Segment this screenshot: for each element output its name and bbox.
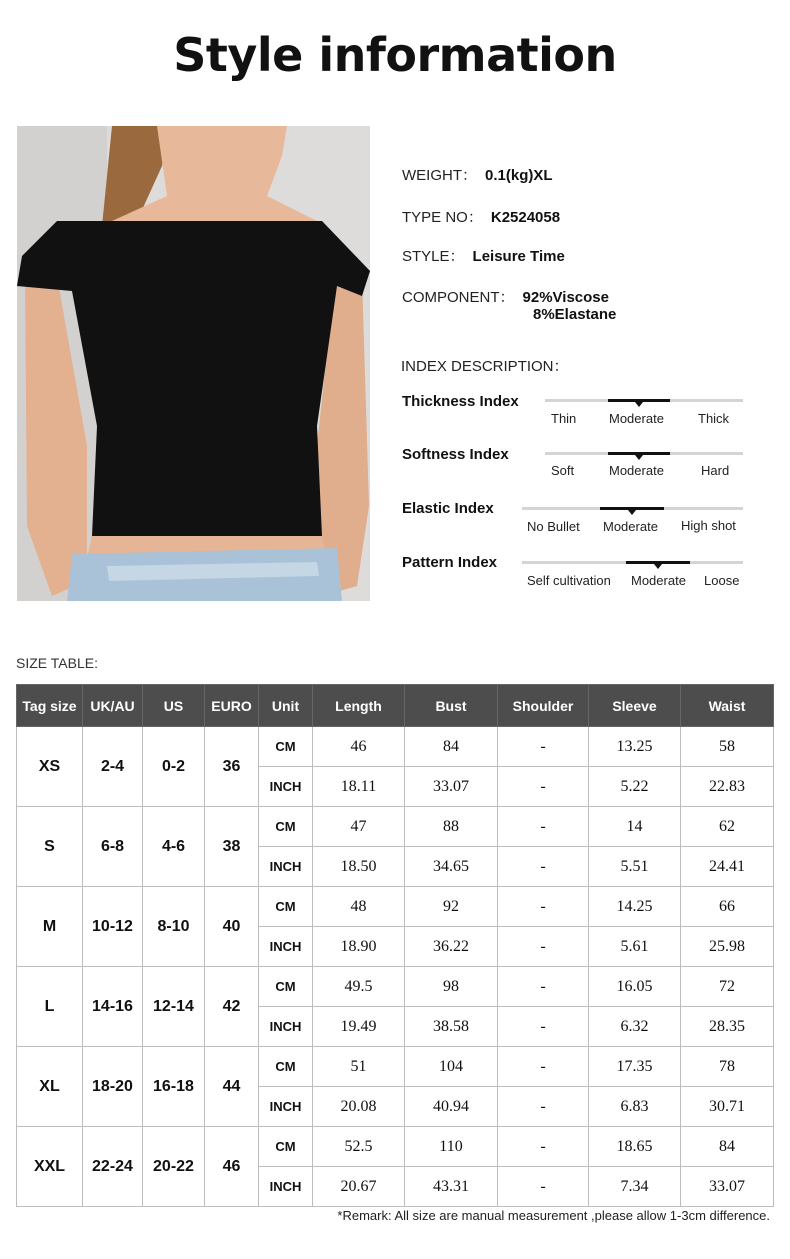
shoulder-cell: - xyxy=(498,1007,589,1047)
unit-cell: CM xyxy=(259,1127,313,1167)
unit-cell: CM xyxy=(259,727,313,767)
waist-cell: 28.35 xyxy=(681,1007,774,1047)
shoulder-cell: - xyxy=(498,767,589,807)
waist-cell: 58 xyxy=(681,727,774,767)
component-label: COMPONENT： xyxy=(402,289,515,306)
thickness-option-thick: Thick xyxy=(698,411,730,426)
length-cell: 47 xyxy=(313,807,405,847)
softness-index-label: Softness Index xyxy=(402,446,509,463)
waist-cell: 78 xyxy=(681,1047,774,1087)
elastic-index-label: Elastic Index xyxy=(402,500,494,517)
bust-cell: 84 xyxy=(405,727,498,767)
waist-cell: 25.98 xyxy=(681,927,774,967)
us-cell: 16-18 xyxy=(143,1047,205,1127)
length-cell: 51 xyxy=(313,1047,405,1087)
length-cell: 20.67 xyxy=(313,1167,405,1207)
style-label: STYLE： xyxy=(402,248,465,265)
sleeve-cell: 17.35 xyxy=(589,1047,681,1087)
shoulder-cell: - xyxy=(498,1047,589,1087)
thickness-index-marker-icon xyxy=(635,402,643,407)
softness-index-marker-icon xyxy=(635,455,643,460)
pattern-option-loose: Loose xyxy=(704,573,740,588)
pattern-index-marker-icon xyxy=(654,564,662,569)
sleeve-cell: 5.51 xyxy=(589,847,681,887)
header-euro: EURO xyxy=(205,685,259,727)
uk-au-cell: 14-16 xyxy=(83,967,143,1047)
bust-cell: 34.65 xyxy=(405,847,498,887)
thickness-option-thin: Thin xyxy=(551,411,577,426)
header-sleeve: Sleeve xyxy=(589,685,681,727)
unit-cell: INCH xyxy=(259,1167,313,1207)
softness-option-soft: Soft xyxy=(551,463,575,478)
sleeve-cell: 6.32 xyxy=(589,1007,681,1047)
header-waist: Waist xyxy=(681,685,774,727)
shoulder-cell: - xyxy=(498,1167,589,1207)
sleeve-cell: 7.34 xyxy=(589,1167,681,1207)
length-cell: 46 xyxy=(313,727,405,767)
bust-cell: 36.22 xyxy=(405,927,498,967)
elastic-option-moderate: Moderate xyxy=(603,519,658,534)
us-cell: 20-22 xyxy=(143,1127,205,1207)
unit-cell: INCH xyxy=(259,847,313,887)
shoulder-cell: - xyxy=(498,887,589,927)
component-value-2: 8%Elastane xyxy=(533,306,617,323)
elastic-index-marker-icon xyxy=(628,510,636,515)
length-cell: 20.08 xyxy=(313,1087,405,1127)
sleeve-cell: 5.61 xyxy=(589,927,681,967)
unit-cell: CM xyxy=(259,807,313,847)
component-value-1: 92%Viscose xyxy=(522,289,609,306)
length-cell: 18.11 xyxy=(313,767,405,807)
component-row xyxy=(402,286,609,307)
table-row xyxy=(17,727,774,767)
sleeve-cell: 6.83 xyxy=(589,1087,681,1127)
weight-label: WEIGHT： xyxy=(402,167,477,184)
table-row xyxy=(17,1047,774,1087)
bust-cell: 104 xyxy=(405,1047,498,1087)
uk-au-cell: 6-8 xyxy=(83,807,143,887)
index-description-label: INDEX DESCRIPTION： xyxy=(401,358,569,375)
bust-cell: 43.31 xyxy=(405,1167,498,1207)
shoulder-cell: - xyxy=(498,847,589,887)
remark-note: *Remark: All size are manual measurement ,please allow 1-3cm difference. xyxy=(337,1208,770,1223)
elastic-option-high-shot: High shot xyxy=(681,518,736,533)
shoulder-cell: - xyxy=(498,927,589,967)
pattern-option-moderate: Moderate xyxy=(631,573,686,588)
shoulder-cell: - xyxy=(498,807,589,847)
table-row xyxy=(17,967,774,1007)
size-table xyxy=(16,684,774,1207)
header-us: US xyxy=(143,685,205,727)
length-cell: 19.49 xyxy=(313,1007,405,1047)
unit-cell: INCH xyxy=(259,927,313,967)
header-unit: Unit xyxy=(259,685,313,727)
header-tag-size: Tag size xyxy=(17,685,83,727)
bust-cell: 33.07 xyxy=(405,767,498,807)
us-cell: 4-6 xyxy=(143,807,205,887)
shoulder-cell: - xyxy=(498,1127,589,1167)
euro-cell: 36 xyxy=(205,727,259,807)
bust-cell: 40.94 xyxy=(405,1087,498,1127)
bust-cell: 88 xyxy=(405,807,498,847)
header-bust: Bust xyxy=(405,685,498,727)
waist-cell: 84 xyxy=(681,1127,774,1167)
sleeve-cell: 14.25 xyxy=(589,887,681,927)
softness-option-hard: Hard xyxy=(701,463,730,478)
euro-cell: 46 xyxy=(205,1127,259,1207)
shoulder-cell: - xyxy=(498,967,589,1007)
uk-au-cell: 22-24 xyxy=(83,1127,143,1207)
euro-cell: 40 xyxy=(205,887,259,967)
style-value: Leisure Time xyxy=(472,248,565,265)
length-cell: 18.90 xyxy=(313,927,405,967)
unit-cell: CM xyxy=(259,887,313,927)
tag-size-cell: M xyxy=(17,887,83,967)
tag-size-cell: L xyxy=(17,967,83,1047)
type-no-row xyxy=(402,206,560,227)
us-cell: 8-10 xyxy=(143,887,205,967)
unit-cell: INCH xyxy=(259,767,313,807)
sleeve-cell: 14 xyxy=(589,807,681,847)
unit-cell: INCH xyxy=(259,1007,313,1047)
length-cell: 18.50 xyxy=(313,847,405,887)
size-table-header xyxy=(17,685,774,727)
tag-size-cell: XL xyxy=(17,1047,83,1127)
waist-cell: 30.71 xyxy=(681,1087,774,1127)
tag-size-cell: S xyxy=(17,807,83,887)
euro-cell: 42 xyxy=(205,967,259,1047)
unit-cell: INCH xyxy=(259,1087,313,1127)
waist-cell: 62 xyxy=(681,807,774,847)
product-photo xyxy=(17,126,370,601)
euro-cell: 44 xyxy=(205,1047,259,1127)
unit-cell: CM xyxy=(259,1047,313,1087)
bust-cell: 110 xyxy=(405,1127,498,1167)
length-cell: 52.5 xyxy=(313,1127,405,1167)
sleeve-cell: 16.05 xyxy=(589,967,681,1007)
thickness-option-moderate: Moderate xyxy=(609,411,664,426)
euro-cell: 38 xyxy=(205,807,259,887)
tag-size-cell: XS xyxy=(17,727,83,807)
tag-size-cell: XXL xyxy=(17,1127,83,1207)
type-no-value: K2524058 xyxy=(490,209,561,226)
waist-cell: 66 xyxy=(681,887,774,927)
softness-option-moderate: Moderate xyxy=(609,463,664,478)
header-shoulder: Shoulder xyxy=(498,685,589,727)
table-row xyxy=(17,1127,774,1167)
type-no-label: TYPE NO： xyxy=(402,209,483,226)
bust-cell: 92 xyxy=(405,887,498,927)
style-row xyxy=(402,245,565,266)
waist-cell: 22.83 xyxy=(681,767,774,807)
shoulder-cell: - xyxy=(498,727,589,767)
pattern-option-self-cultivation: Self cultivation xyxy=(527,573,611,588)
uk-au-cell: 10-12 xyxy=(83,887,143,967)
shoulder-cell: - xyxy=(498,1087,589,1127)
size-table-label: SIZE TABLE: xyxy=(16,655,98,671)
length-cell: 49.5 xyxy=(313,967,405,1007)
uk-au-cell: 18-20 xyxy=(83,1047,143,1127)
thickness-index-label: Thickness Index xyxy=(402,393,519,410)
bust-cell: 38.58 xyxy=(405,1007,498,1047)
weight-value: 0.1(kg)XL xyxy=(485,167,553,184)
waist-cell: 33.07 xyxy=(681,1167,774,1207)
uk-au-cell: 2-4 xyxy=(83,727,143,807)
us-cell: 12-14 xyxy=(143,967,205,1047)
pattern-index-label: Pattern Index xyxy=(402,554,498,571)
waist-cell: 24.41 xyxy=(681,847,774,887)
us-cell: 0-2 xyxy=(143,727,205,807)
waist-cell: 72 xyxy=(681,967,774,1007)
sleeve-cell: 13.25 xyxy=(589,727,681,767)
weight-row xyxy=(402,164,553,185)
table-row xyxy=(17,807,774,847)
unit-cell: CM xyxy=(259,967,313,1007)
bust-cell: 98 xyxy=(405,967,498,1007)
elastic-option-no-bullet: No Bullet xyxy=(527,519,580,534)
table-row xyxy=(17,887,774,927)
header-uk-au: UK/AU xyxy=(83,685,143,727)
page-title: Style information xyxy=(173,28,617,82)
sleeve-cell: 5.22 xyxy=(589,767,681,807)
header-length: Length xyxy=(313,685,405,727)
sleeve-cell: 18.65 xyxy=(589,1127,681,1167)
length-cell: 48 xyxy=(313,887,405,927)
